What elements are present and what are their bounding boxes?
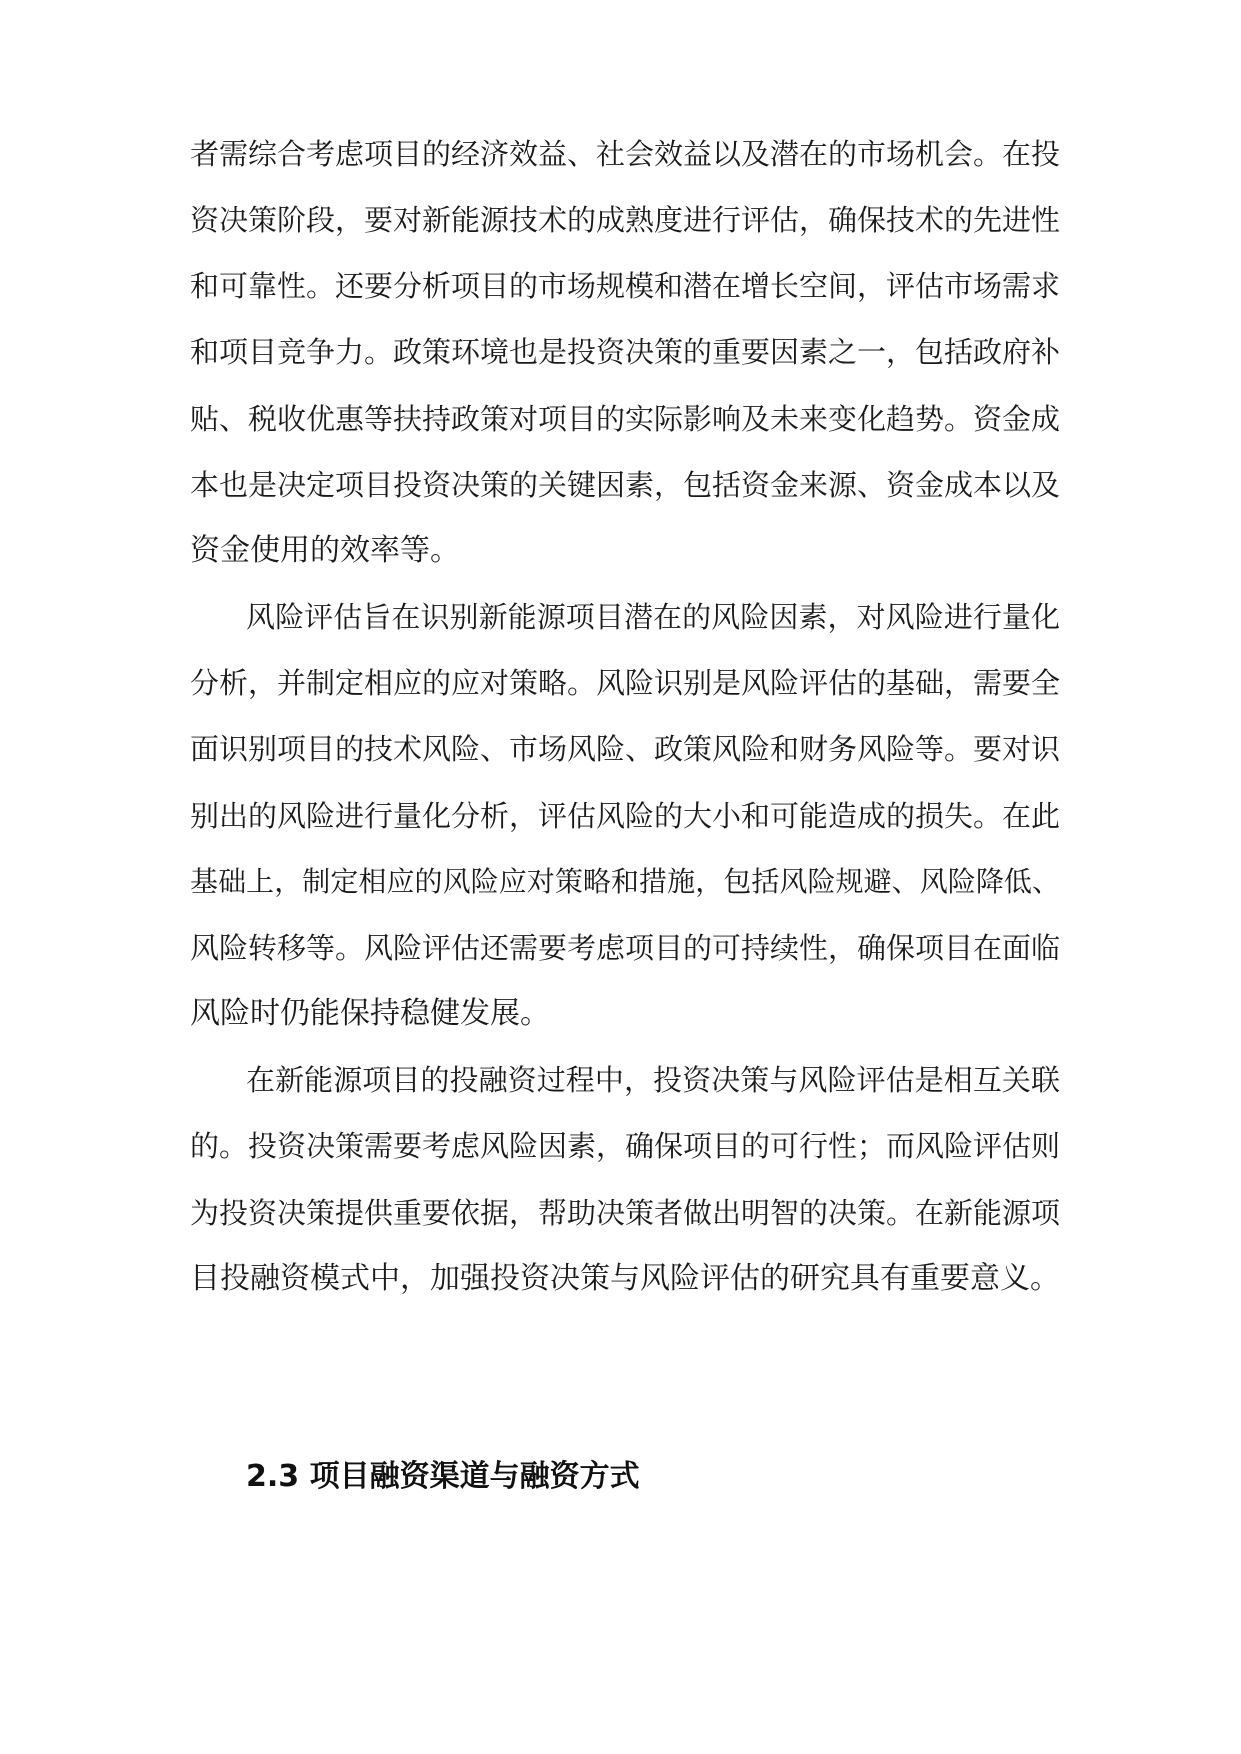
paragraph-2-line-3: 面识别项目的技术风险、市场风险、政策风险和财务风险等。要对识 xyxy=(190,732,1061,766)
paragraph-3-line-3: 为投资决策提供重要依据，帮助决策者做出明智的决策。在新能源项 xyxy=(190,1196,1061,1230)
paragraph-1-line-3: 和可靠性。还要分析项目的市场规模和潜在增长空间，评估市场需求 xyxy=(190,269,1061,303)
paragraph-1-line-4: 和项目竞争力。政策环境也是投资决策的重要因素之一，包括政府补 xyxy=(190,335,1061,369)
paragraph-2-line-2: 分析，并制定相应的应对策略。风险识别是风险评估的基础，需要全 xyxy=(190,666,1061,700)
paragraph-2-line-5: 基础上，制定相应的风险应对策略和措施，包括风险规避、风险降低、 xyxy=(190,865,1060,898)
paragraph-2-line-1: 风险评估旨在识别新能源项目潜在的风险因素，对风险进行量化 xyxy=(246,600,1060,634)
paragraph-2-line-6: 风险转移等。风险评估还需要考虑项目的可持续性，确保项目在面临 xyxy=(190,931,1061,965)
paragraph-3-line-4: 目投融资模式中，加强投资决策与风险评估的研究具有重要意义。 xyxy=(190,1261,1060,1296)
section-heading: 2.3 项目融资渠道与融资方式 xyxy=(246,1459,640,1494)
paragraph-3-line-2: 的。投资决策需要考虑风险因素，确保项目的可行性；而风险评估则 xyxy=(190,1129,1061,1163)
paragraph-1-line-1: 者需综合考虑项目的经济效益、社会效益以及潜在的市场机会。在投 xyxy=(190,137,1061,171)
paragraph-1-line-6: 本也是决定项目投资决策的关键因素，包括资金来源、资金成本以及 xyxy=(190,468,1061,502)
paragraph-1-line-7: 资金使用的效率等。 xyxy=(190,533,460,568)
paragraph-1-line-5: 贴、税收优惠等扶持政策对项目的实际影响及未来变化趋势。资金成 xyxy=(190,402,1061,436)
paragraph-3-line-1: 在新能源项目的投融资过程中，投资决策与风险评估是相互关联 xyxy=(246,1063,1060,1097)
paragraph-1-line-2: 资决策阶段，要对新能源技术的成熟度进行评估，确保技术的先进性 xyxy=(190,203,1061,237)
paragraph-2-line-7: 风险时仍能保持稳健发展。 xyxy=(190,996,550,1031)
paragraph-2-line-4: 别出的风险进行量化分析，评估风险的大小和可能造成的损失。在此 xyxy=(190,799,1061,833)
